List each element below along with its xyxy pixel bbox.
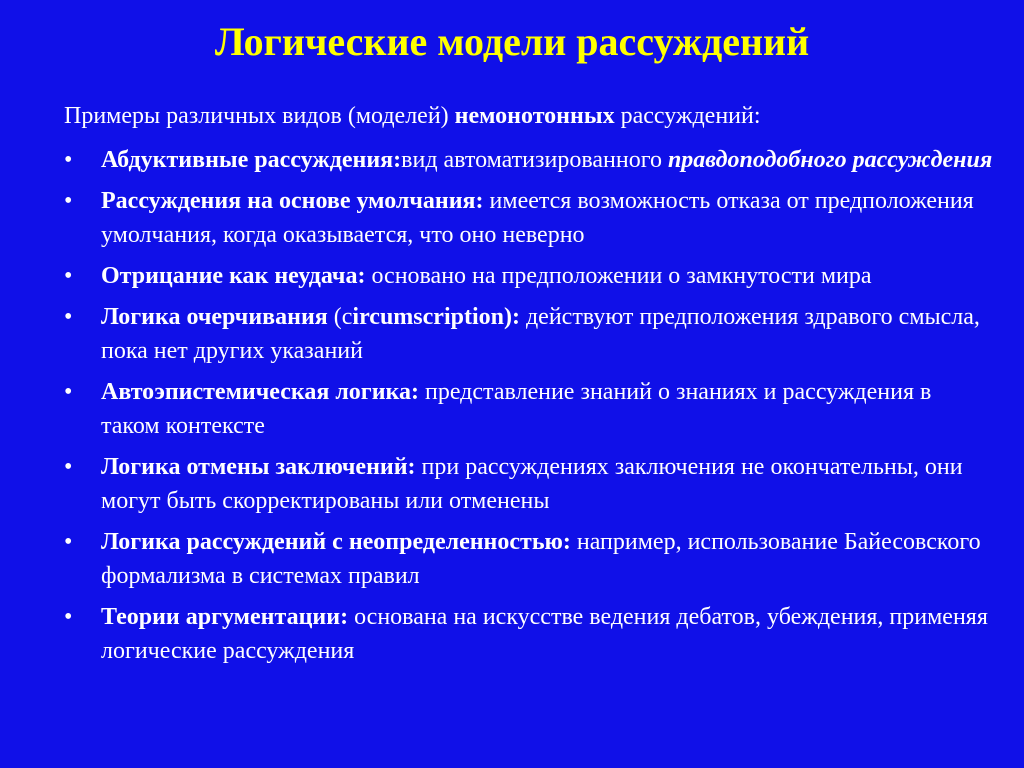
- item-term: Логика рассуждений с неопределенностью:: [101, 529, 571, 555]
- bullet-icon: •: [64, 263, 73, 289]
- list-item: [64, 184, 994, 252]
- bullet-icon: •: [64, 454, 73, 480]
- bullet-icon: •: [64, 604, 73, 630]
- item-text: основано на предположении о замкнутости мира: [365, 263, 872, 289]
- list-item: [64, 450, 994, 518]
- list-item: [64, 300, 994, 368]
- bullet-icon: •: [64, 188, 73, 214]
- item-text: действуют предположения здравого смысла, пока нет других указаний: [101, 304, 980, 364]
- list-item: [64, 143, 994, 177]
- item-term: Отрицание как неудача:: [101, 263, 366, 289]
- item-term: Теории аргументации:: [101, 604, 349, 630]
- list-item: [64, 375, 994, 443]
- item-term: Абдуктивные рассуждения:: [101, 147, 402, 173]
- item-term-secondary: ircumscription):: [352, 304, 520, 330]
- intro-bold-word: немонотонных: [454, 103, 615, 129]
- list-item: [64, 600, 994, 668]
- item-term: Автоэпистемическая логика:: [101, 379, 419, 405]
- item-term: Логика очерчивания: [101, 304, 328, 330]
- bullet-list: [64, 143, 994, 675]
- list-item: [64, 259, 994, 293]
- intro-text: [64, 100, 964, 132]
- list-item: [64, 525, 994, 593]
- item-text: при рассуждениях заключения не окончательны, они могут быть скорректированы или отменены: [101, 454, 963, 514]
- item-text: вид автоматизированного: [401, 147, 668, 173]
- item-term: Рассуждения на основе умолчания:: [101, 188, 484, 214]
- item-text: например, использование Байесовского формализма в системах правил: [101, 529, 981, 589]
- item-text-mid: (с: [327, 304, 353, 330]
- intro-prefix: Примеры различных видов (моделей): [64, 103, 455, 129]
- slide-title: Логические модели рассуждений: [214, 19, 810, 64]
- item-text: представление знаний о знаниях и рассуждения в таком контексте: [101, 379, 932, 439]
- item-emphasis: правдоподобного рассуждения: [667, 147, 993, 173]
- bullet-icon: •: [64, 529, 73, 555]
- bullet-icon: •: [64, 304, 73, 330]
- intro-suffix: рассуждений:: [614, 103, 761, 129]
- bullet-icon: •: [64, 379, 73, 405]
- item-text: имеется возможность отказа от предположения умолчания, когда оказывается, что оно неверно: [101, 188, 974, 248]
- bullet-icon: •: [64, 147, 73, 173]
- item-term: Логика отмены заключений:: [101, 454, 416, 480]
- item-text: основана на искусстве ведения дебатов, убеждения, применяя логические рассуждения: [101, 604, 988, 664]
